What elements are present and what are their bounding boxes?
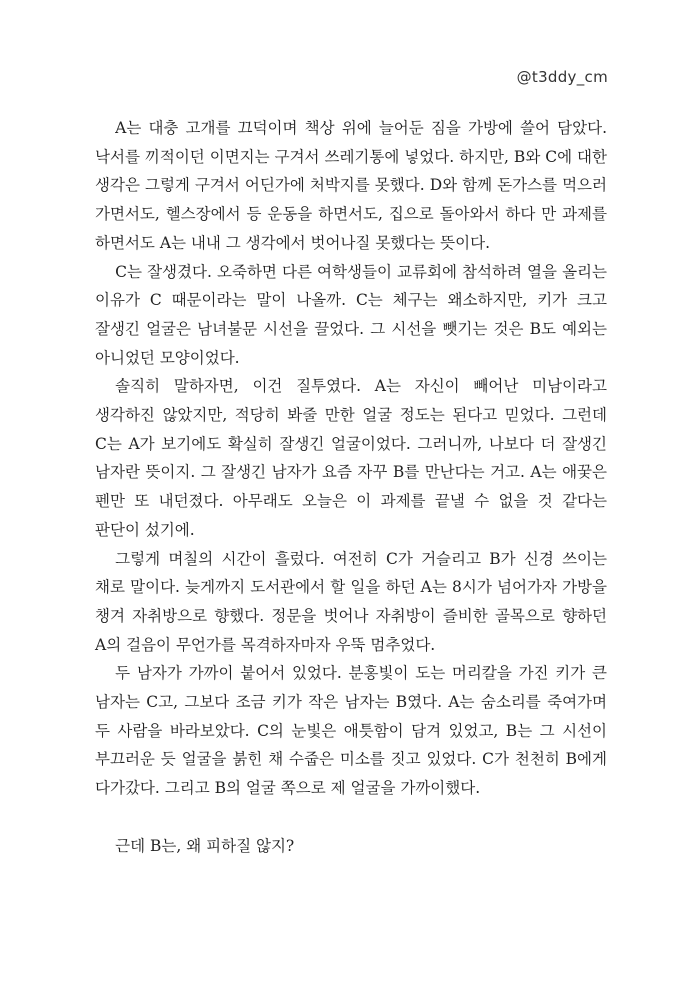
story-body (95, 114, 607, 860)
author-handle: @t3ddy_cm (516, 68, 608, 86)
paragraph-3: 솔직히 말하자면, 이건 질투였다. A는 자신이 빼어난 미남이라고 생각하진 않았지만, 적당히 봐줄 만한 얼굴 정도는 된다고 믿었다. 그런데 C는 A가 보기에도 확실히 잘생긴 얼굴이었다. 그러니까, 나보다 더 잘생긴 남자란 뜻이지. 그 잘생긴 남자가 요즘 자꾸 B를 만난다는 거고. A는 애꿎은 펜만 또 내던졌다. 아무래도 오늘은 이 과제를 끝낼 수 없을 것 같다는 판단이 섰기에. (95, 377, 607, 539)
closing-line: 근데 B는, 왜 피하질 않지? (115, 836, 295, 855)
paragraph-2: C는 잘생겼다. 오죽하면 다른 여학생들이 교류회에 참석하려 열을 올리는 이유가 C 때문이라는 말이 나올까. C는 체구는 왜소하지만, 키가 크고 잘생긴 얼굴은 남녀불문 시선을 끌었다. 그 시선을 뺏기는 것은 B도 예외는 아니었던 모양이었다. (95, 262, 607, 367)
paragraph-4: 그렇게 며칠의 시간이 흘렀다. 여전히 C가 거슬리고 B가 신경 쓰이는 채로 말이다. 늦게까지 도서관에서 할 일을 하던 A는 8시가 넘어가자 가방을 챙겨 자취방으로 향했다. 정문을 벗어나 자취방이 즐비한 골목으로 향하던 A의 걸음이 무언가를 목격하자마자 우뚝 멈추었다. (95, 549, 607, 654)
paragraph-1: A는 대충 고개를 끄덕이며 책상 위에 늘어둔 짐을 가방에 쓸어 담았다. 낙서를 끼적이던 이면지는 구겨서 쓰레기통에 넣었다. 하지만, B와 C에 대한 생각은 그렇게 구겨서 어딘가에 처박지를 못했다. D와 함께 돈가스를 먹으러 가면서도, 헬스장에서 등 운동을 하면서도, 집으로 돌아와서 하다 만 과제를 하면서도 A는 내내 그 생각에서 벗어나질 못했다는 뜻이다. (95, 119, 607, 252)
paragraph-5: 두 남자가 가까이 붙어서 있었다. 분홍빛이 도는 머리칼을 가진 키가 큰 남자는 C고, 그보다 조금 키가 작은 남자는 B였다. A는 숨소리를 죽여가며 두 사람을 바라보았다. C의 눈빛은 애틋함이 담겨 있었고, B는 그 시선이 부끄러운 듯 얼굴을 붉힌 채 수줍은 미소를 짓고 있었다. C가 천천히 B에게 다가갔다. 그리고 B의 얼굴 쪽으로 제 얼굴을 가까이했다. (95, 664, 607, 798)
